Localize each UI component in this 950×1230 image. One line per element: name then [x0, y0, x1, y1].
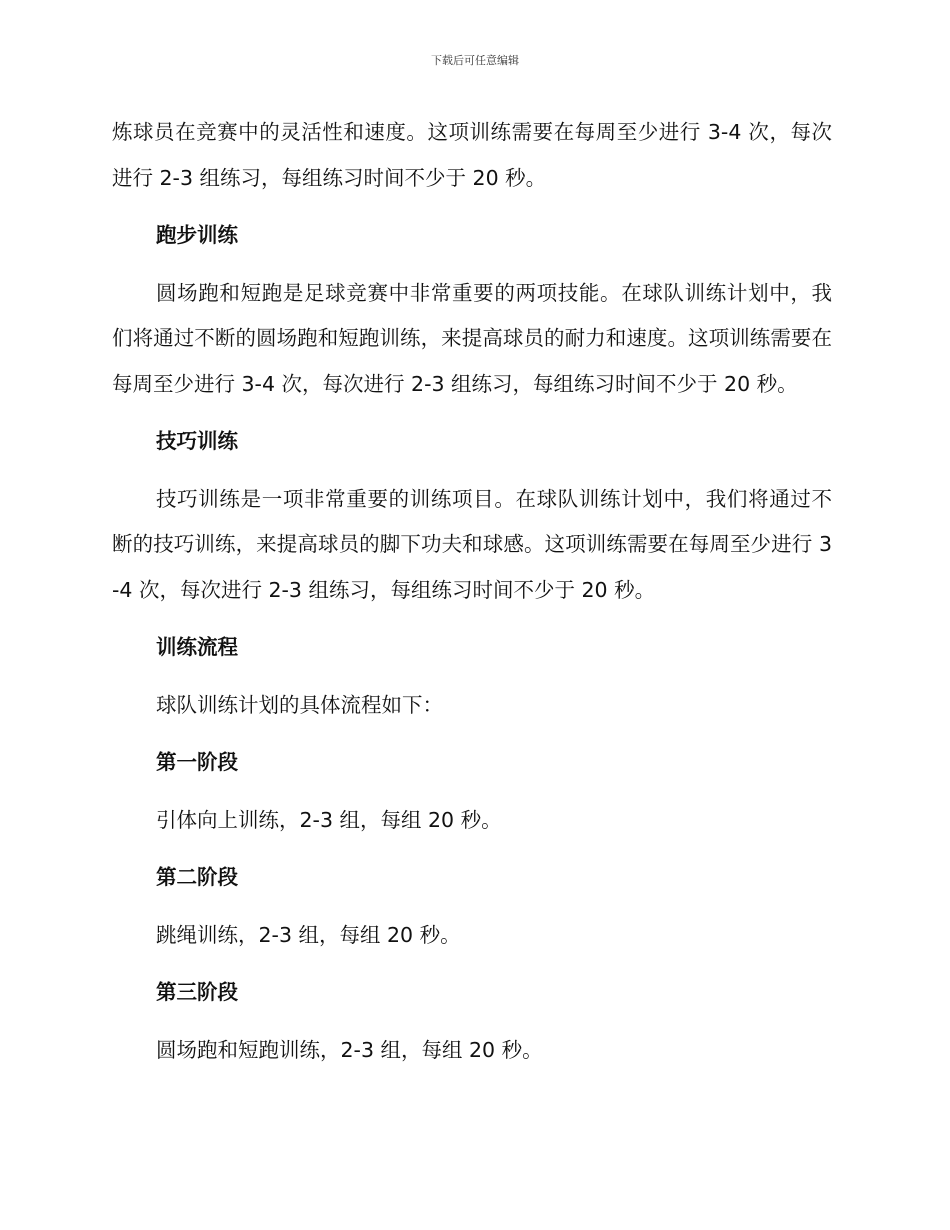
page-header: 下载后可任意编辑 — [431, 54, 519, 67]
stage-3-heading: 第三阶段 — [156, 980, 238, 1004]
running-training-heading: 跑步训练 — [156, 223, 238, 247]
training-process-intro: 球队训练计划的具体流程如下： — [156, 692, 443, 717]
skills-training-paragraph: 技巧训练是一项非常重要的训练项目。在球队训练计划中，我们将通过不断的技巧训练，来提高球员的脚下功夫和球感。这项训练需要在每周至少进行 3-4 次，每次进行 2-3 组练习，每组练习时间不少于 20 秒。 — [112, 486, 832, 602]
stage-3-text: 圆场跑和短跑训练，2-3 组，每组 20 秒。 — [156, 1037, 543, 1062]
stage-1-heading: 第一阶段 — [156, 750, 238, 774]
training-process-heading: 训练流程 — [156, 635, 238, 659]
stage-2-heading: 第二阶段 — [156, 865, 238, 889]
stage-2-text: 跳绳训练，2-3 组，每组 20 秒。 — [156, 922, 461, 947]
intro-continuation-paragraph: 炼球员在竞赛中的灵活性和速度。这项训练需要在每周至少进行 3-4 次，每次进行 2-3 组练习，每组练习时间不少于 20 秒。 — [112, 120, 832, 190]
running-training-paragraph: 圆场跑和短跑是足球竞赛中非常重要的两项技能。在球队训练计划中，我们将通过不断的圆场跑和短跑训练，来提高球员的耐力和速度。这项训练需要在每周至少进行 3-4 次，每次进行 2-3 组练习，每组练习时间不少于 20 秒。 — [112, 280, 832, 396]
skills-training-heading: 技巧训练 — [156, 429, 238, 453]
stage-1-text: 引体向上训练，2-3 组，每组 20 秒。 — [156, 807, 502, 832]
document-body — [112, 110, 832, 1073]
